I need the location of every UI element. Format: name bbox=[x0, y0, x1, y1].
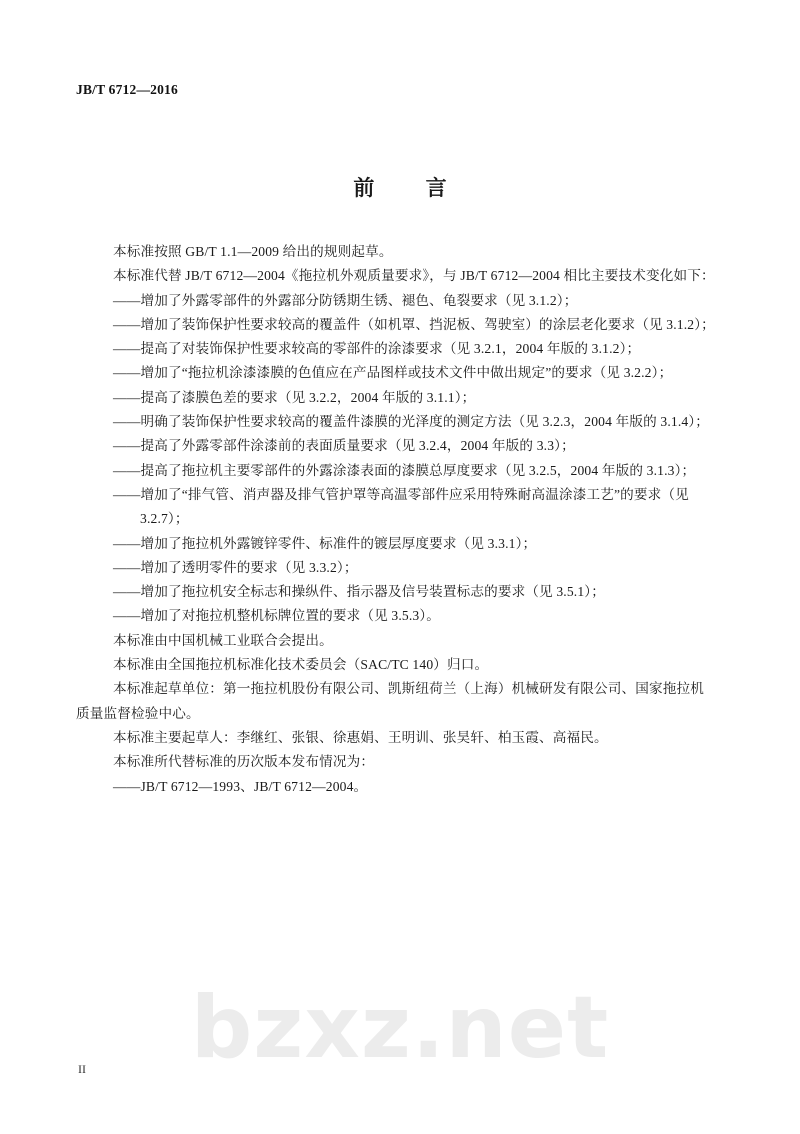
foreword-change-item: ——提高了拖拉机主要零部件的外露涂漆表面的漆膜总厚度要求（见 3.2.5，2004 年版的 3.1.3）； bbox=[113, 462, 696, 478]
running-header-standard-number: JB/T 6712—2016 bbox=[76, 82, 178, 97]
foreword-paragraph: 本标准按照 GB/T 1.1—2009 给出的规则起草。 bbox=[113, 244, 393, 259]
foreword-paragraph: 本标准所代替标准的历次版本发布情况为： bbox=[113, 754, 375, 770]
foreword-change-item: ——增加了装饰保护性要求较高的覆盖件（如机罩、挡泥板、驾驶室）的涂层老化要求（见 3.1.2）； bbox=[113, 316, 715, 332]
foreword-change-item: ——JB/T 6712—1993、JB/T 6712—2004。 bbox=[113, 778, 368, 794]
site-watermark: bzxz.net bbox=[190, 978, 610, 1078]
foreword-paragraph: 本标准由全国拖拉机标准化技术委员会（SAC/TC 140）归口。 bbox=[113, 657, 489, 673]
foreword-change-item: ——增加了“拖拉机涂漆漆膜的色值应在产品图样或技术文件中做出规定”的要求（见 3.2.2）； bbox=[113, 365, 673, 381]
foreword-change-item: ——增加了外露零部件的外露部分防锈期生锈、褪色、龟裂要求（见 3.1.2）； bbox=[113, 292, 578, 308]
foreword-change-item: ——提高了对装饰保护性要求较高的零部件的涂漆要求（见 3.2.1，2004 年版的 3.1.2）； bbox=[113, 341, 641, 357]
foreword-change-item: ——增加了透明零件的要求（见 3.3.2）； bbox=[113, 559, 358, 575]
foreword-change-item: ——增加了对拖拉机整机标牌位置的要求（见 3.5.3）。 bbox=[113, 608, 441, 624]
foreword-paragraph: 本标准主要起草人：李继红、张银、徐惠娟、王明训、张昊轩、柏玉霞、高福民。 bbox=[113, 729, 608, 745]
foreword-paragraph: 本标准由中国机械工业联合会提出。 bbox=[113, 632, 333, 648]
page-title: 前 言 bbox=[353, 176, 469, 200]
foreword-paragraph: 质量监督检验中心。 bbox=[76, 705, 200, 721]
foreword-paragraph: 本标准起草单位：第一拖拉机股份有限公司、凯斯纽荷兰（上海）机械研发有限公司、国家拖拉机 bbox=[113, 681, 704, 697]
foreword-paragraph: 本标准代替 JB/T 6712—2004《拖拉机外观质量要求》，与 JB/T 6712—2004 相比主要技术变化如下： bbox=[113, 268, 715, 284]
foreword-change-item: ——提高了漆膜色差的要求（见 3.2.2，2004 年版的 3.1.1）； bbox=[113, 389, 476, 405]
foreword-change-item: 3.2.7）； bbox=[140, 511, 189, 527]
foreword-change-item: ——增加了“排气管、消声器及排气管护罩等高温零部件应采用特殊耐高温涂漆工艺”的要求（见 bbox=[113, 486, 689, 502]
foreword-change-item: ——明确了装饰保护性要求较高的覆盖件漆膜的光泽度的测定方法（见 3.2.3，2004 年版的 3.1.4）； bbox=[113, 414, 710, 430]
foreword-change-item: ——提高了外露零部件涂漆前的表面质量要求（见 3.2.4，2004 年版的 3.3）； bbox=[113, 438, 575, 454]
page-number: II bbox=[78, 1062, 86, 1076]
foreword-change-item: ——增加了拖拉机安全标志和操纵件、指示器及信号装置标志的要求（见 3.5.1）； bbox=[113, 584, 605, 600]
foreword-change-item: ——增加了拖拉机外露镀锌零件、标准件的镀层厚度要求（见 3.3.1）； bbox=[113, 535, 537, 551]
foreword-body bbox=[76, 240, 724, 799]
